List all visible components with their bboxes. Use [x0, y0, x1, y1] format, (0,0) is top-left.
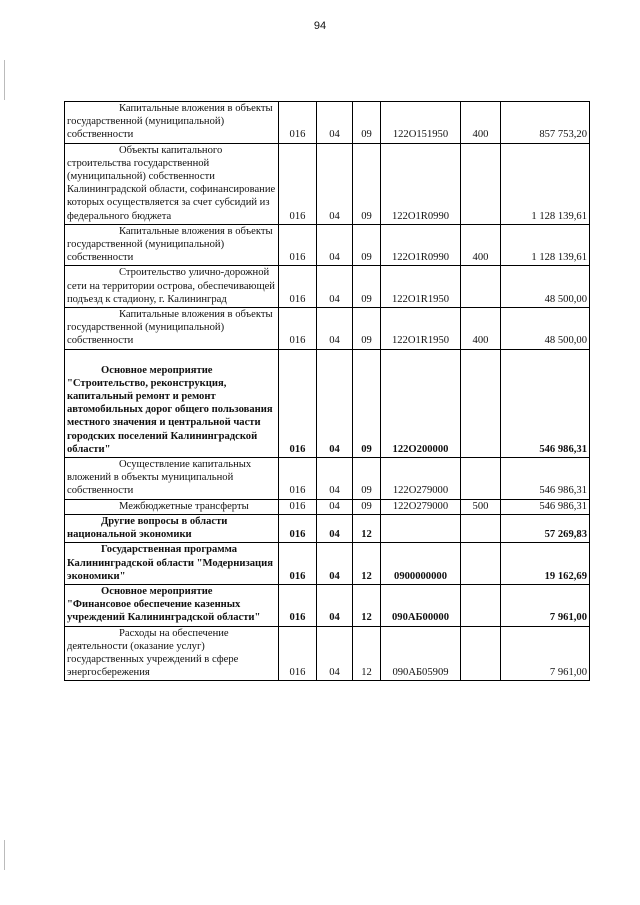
subsection-code-cell: 09	[353, 499, 381, 514]
table-row	[65, 266, 590, 308]
subsection-code-cell: 09	[353, 266, 381, 308]
table-row	[65, 626, 590, 681]
subsection-code-cell: 09	[353, 143, 381, 224]
expense-name: Государственная программа Калининградской области "Модернизация экономики"	[67, 544, 273, 582]
department-code-cell: 016	[279, 626, 317, 681]
target-article-cell	[381, 514, 461, 542]
target-article-cell: 122О1R0990	[381, 224, 461, 266]
target-article-cell: 0900000000	[381, 543, 461, 585]
expense-type-cell	[461, 543, 501, 585]
amount-cell: 57 269,83	[501, 514, 590, 542]
section-code-cell: 04	[317, 349, 353, 457]
expense-type-cell: 400	[461, 224, 501, 266]
expense-name: Основное мероприятие "Финансовое обеспечение казенных учреждений Калининградской области"	[67, 585, 261, 624]
expense-name-cell	[65, 626, 279, 681]
amount-cell: 19 162,69	[501, 543, 590, 585]
section-code-cell: 04	[317, 102, 353, 144]
expense-name-cell	[65, 143, 279, 224]
amount-cell: 7 961,00	[501, 626, 590, 681]
expense-name-cell	[65, 266, 279, 308]
expense-type-cell	[461, 626, 501, 681]
scan-edge-mark	[4, 60, 5, 100]
budget-table	[64, 101, 590, 681]
target-article-cell: 122О279000	[381, 499, 461, 514]
table-row	[65, 308, 590, 350]
target-article-cell: 122О279000	[381, 458, 461, 500]
scan-edge-mark	[4, 840, 5, 870]
table-row	[65, 349, 590, 457]
subsection-code-cell: 12	[353, 626, 381, 681]
expense-type-cell: 500	[461, 499, 501, 514]
subsection-code-cell: 09	[353, 349, 381, 457]
department-code-cell: 016	[279, 499, 317, 514]
expense-name: Строительство улично-дорожной сети на территории острова, обеспечивающей подъезд к стадиону, г. Калининград	[67, 267, 275, 305]
expense-name-cell	[65, 543, 279, 585]
table-row	[65, 458, 590, 500]
department-code-cell: 016	[279, 543, 317, 585]
table-row	[65, 499, 590, 514]
subsection-code-cell: 12	[353, 543, 381, 585]
section-code-cell: 04	[317, 626, 353, 681]
amount-cell: 48 500,00	[501, 308, 590, 350]
subsection-code-cell: 09	[353, 308, 381, 350]
expense-type-cell	[461, 584, 501, 626]
section-code-cell: 04	[317, 543, 353, 585]
expense-name: Объекты капитального строительства государственной (муниципальной) собственности Калининградской области, софинансирование которых осуществляется за счет субсидий из федерального бюджета	[67, 144, 276, 222]
expense-name: Расходы на обеспечение деятельности (оказание услуг) государственных учреждений в сфере энергосбережения	[67, 627, 239, 679]
section-code-cell: 04	[317, 308, 353, 350]
expense-name: Межбюджетные трансферты	[119, 500, 249, 512]
table-row	[65, 543, 590, 585]
amount-cell: 857 753,20	[501, 102, 590, 144]
section-code-cell: 04	[317, 584, 353, 626]
section-code-cell: 04	[317, 458, 353, 500]
subsection-code-cell: 09	[353, 224, 381, 266]
department-code-cell: 016	[279, 458, 317, 500]
expense-name-cell	[65, 514, 279, 542]
expense-name: Основное мероприятие "Строительство, реконструкция, капитальный ремонт и ремонт автомобильных дорог общего пользования местного значения и центральной части городских поселений Калининградской области"	[67, 364, 273, 455]
page-number: 94	[313, 20, 327, 32]
department-code-cell: 016	[279, 143, 317, 224]
table-row	[65, 143, 590, 224]
department-code-cell: 016	[279, 308, 317, 350]
department-code-cell: 016	[279, 102, 317, 144]
table-row	[65, 584, 590, 626]
section-code-cell: 04	[317, 143, 353, 224]
amount-cell: 546 986,31	[501, 349, 590, 457]
expense-type-cell	[461, 266, 501, 308]
expense-name-cell	[65, 308, 279, 350]
expense-name-cell	[65, 224, 279, 266]
department-code-cell: 016	[279, 349, 317, 457]
expense-name: Капитальные вложения в объекты государственной (муниципальной) собственности	[67, 103, 273, 141]
expense-type-cell	[461, 349, 501, 457]
target-article-cell: 122О200000	[381, 349, 461, 457]
expense-type-cell	[461, 514, 501, 542]
table-row	[65, 514, 590, 542]
expense-type-cell	[461, 143, 501, 224]
expense-name-cell	[65, 584, 279, 626]
table-row	[65, 102, 590, 144]
expense-name: Капитальные вложения в объекты государственной (муниципальной) собственности	[67, 309, 273, 347]
target-article-cell: 090АБ00000	[381, 584, 461, 626]
section-code-cell: 04	[317, 499, 353, 514]
table-row	[65, 224, 590, 266]
expense-name: Осуществление капитальных вложений в объекты муниципальной собственности	[67, 459, 252, 497]
amount-cell: 1 128 139,61	[501, 224, 590, 266]
amount-cell: 546 986,31	[501, 458, 590, 500]
target-article-cell: 122О1R1950	[381, 266, 461, 308]
target-article-cell: 122О1R0990	[381, 143, 461, 224]
target-article-cell: 090АБ05909	[381, 626, 461, 681]
section-code-cell: 04	[317, 514, 353, 542]
expense-name-cell	[65, 499, 279, 514]
department-code-cell: 016	[279, 224, 317, 266]
expense-type-cell: 400	[461, 102, 501, 144]
department-code-cell: 016	[279, 584, 317, 626]
expense-name-cell	[65, 458, 279, 500]
expense-type-cell	[461, 458, 501, 500]
amount-cell: 546 986,31	[501, 499, 590, 514]
subsection-code-cell: 12	[353, 584, 381, 626]
expense-name: Другие вопросы в области национальной экономики	[67, 515, 228, 541]
amount-cell: 1 128 139,61	[501, 143, 590, 224]
target-article-cell: 122О1R1950	[381, 308, 461, 350]
subsection-code-cell: 09	[353, 458, 381, 500]
amount-cell: 48 500,00	[501, 266, 590, 308]
expense-type-cell: 400	[461, 308, 501, 350]
subsection-code-cell: 12	[353, 514, 381, 542]
subsection-code-cell: 09	[353, 102, 381, 144]
expense-name: Капитальные вложения в объекты государственной (муниципальной) собственности	[67, 225, 273, 264]
department-code-cell: 016	[279, 266, 317, 308]
expense-name-cell	[65, 349, 279, 457]
target-article-cell: 122О151950	[381, 102, 461, 144]
section-code-cell: 04	[317, 224, 353, 266]
department-code-cell: 016	[279, 514, 317, 542]
section-code-cell: 04	[317, 266, 353, 308]
amount-cell: 7 961,00	[501, 584, 590, 626]
expense-name-cell	[65, 102, 279, 144]
